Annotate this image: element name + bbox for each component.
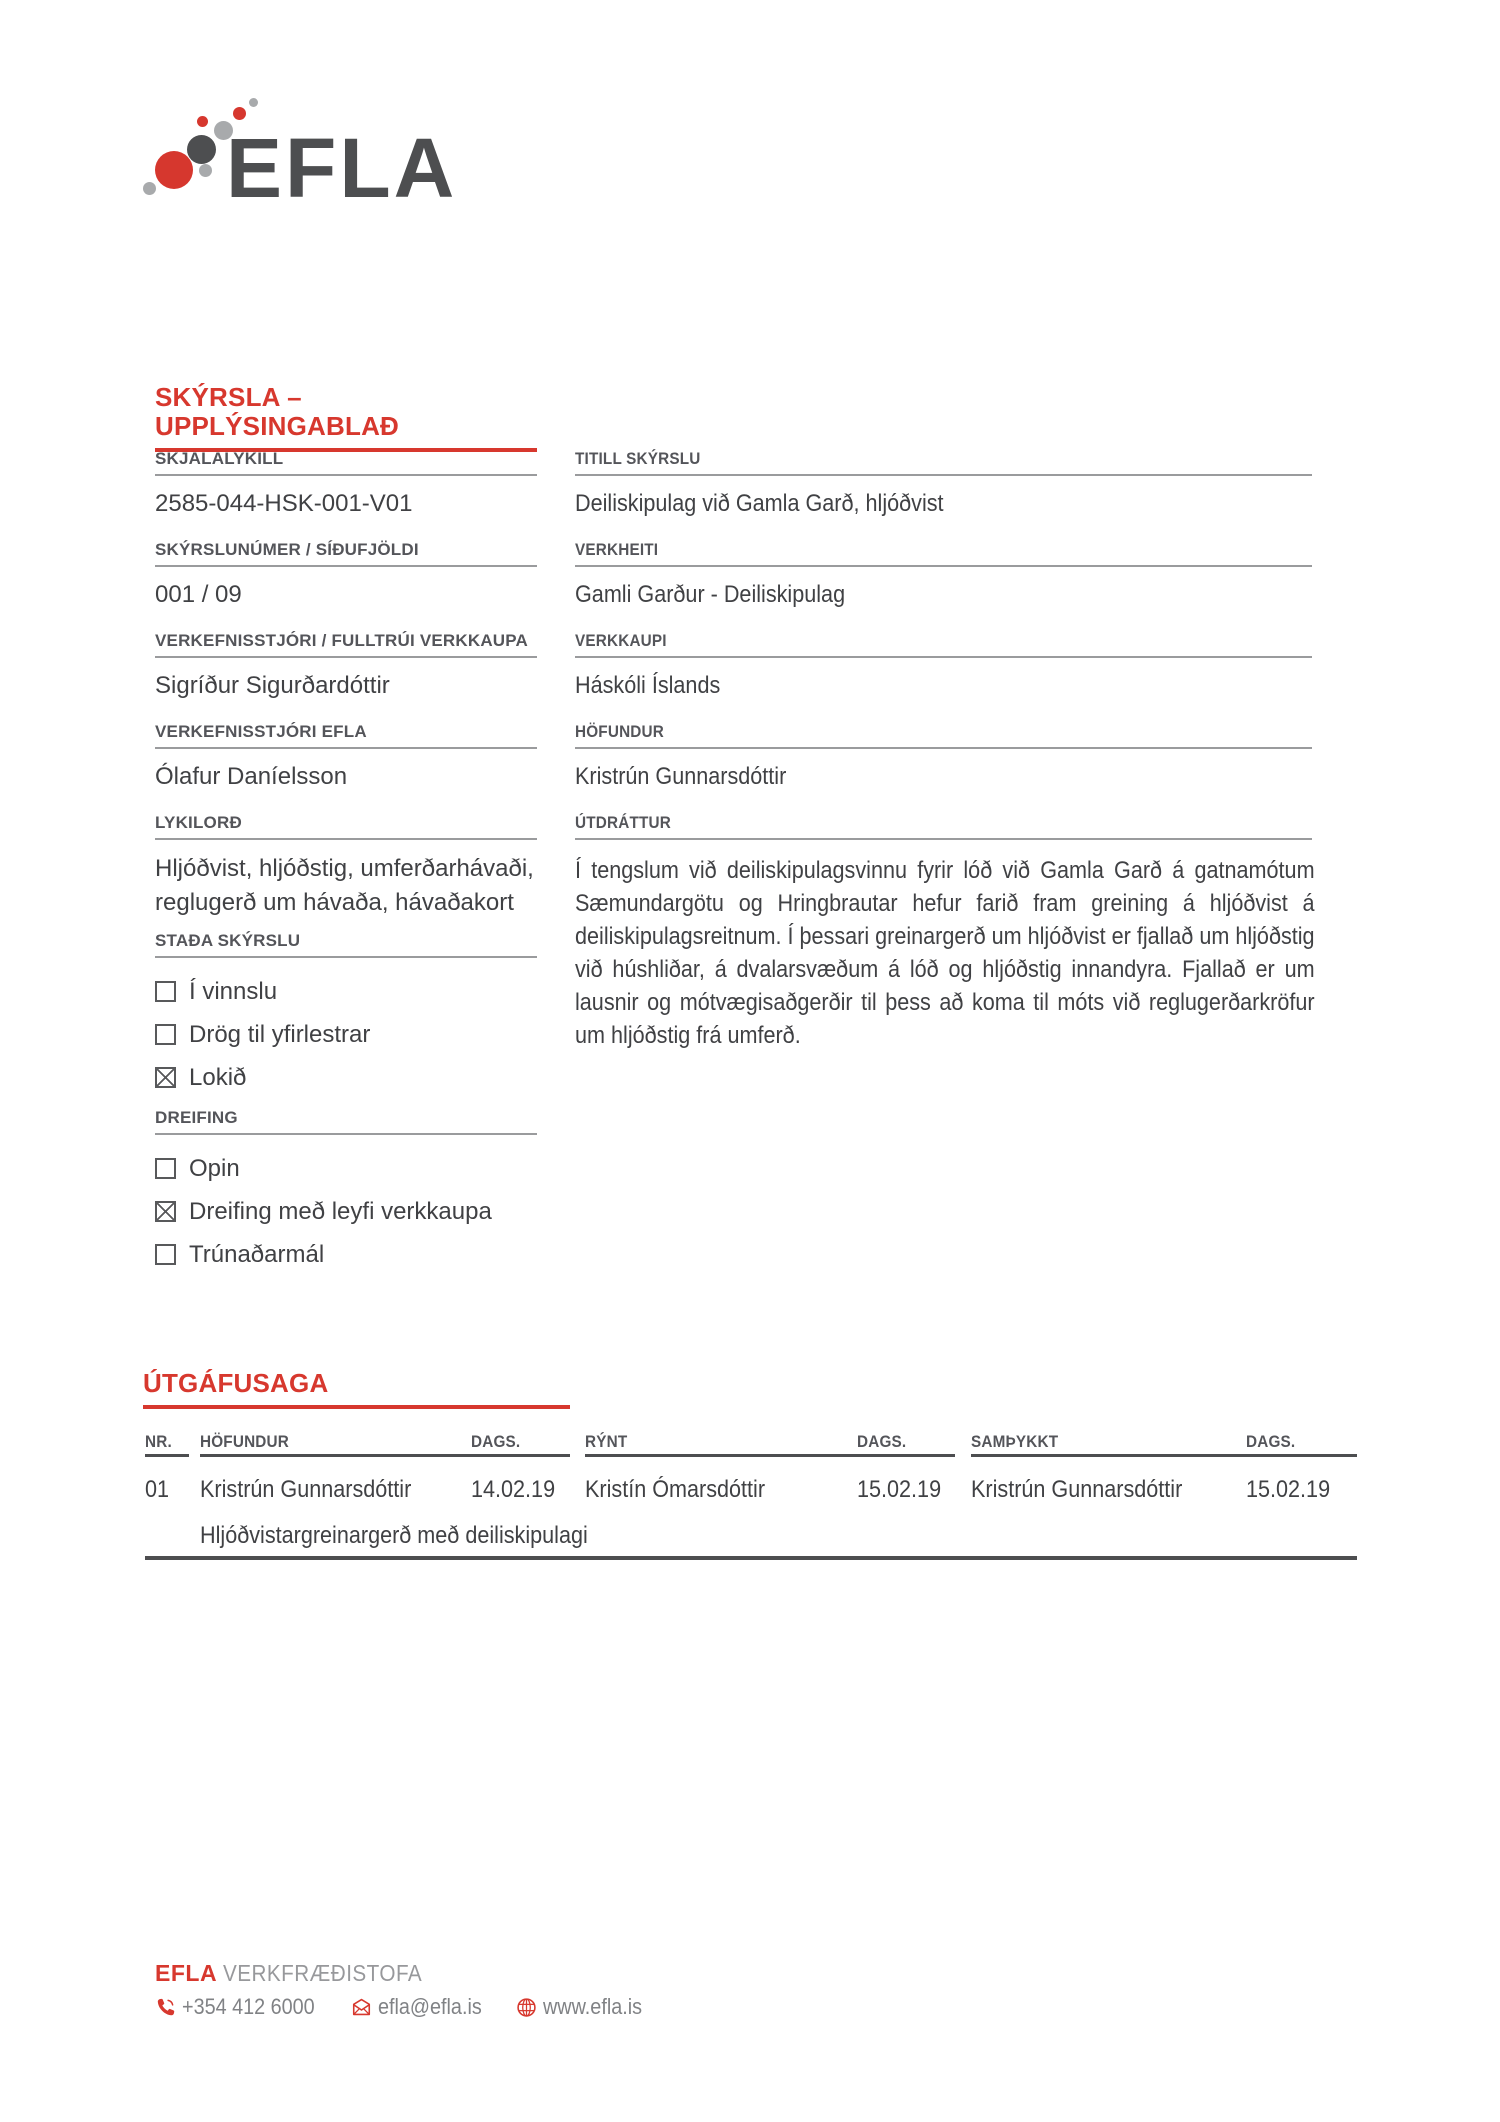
footer-website-url: www.efla.is	[542, 1994, 642, 2019]
footer-company	[155, 1958, 653, 1988]
phone-icon	[155, 1997, 176, 2018]
field-verkkaupi	[575, 630, 1312, 702]
footer-company-name: EFLA	[155, 1960, 218, 1986]
checkbox-icon	[155, 1244, 176, 1265]
field-skjalalykill	[155, 448, 537, 520]
checkbox-icon	[155, 981, 176, 1002]
field-label: VERKEFNISSTJÓRI / FULLTRÚI VERKKAUPA	[155, 630, 537, 658]
table-cell-approved-date: 15.02.19	[1246, 1476, 1331, 1503]
field-value: Deiliskipulag við Gamla Garð, hljóðvist	[575, 490, 944, 517]
status-option	[155, 1056, 537, 1099]
column-header-dags-2: DAGS.	[857, 1432, 907, 1451]
field-label: HÖFUNDUR	[575, 721, 1312, 749]
status-group	[155, 930, 537, 1099]
field-skyrslunumer	[155, 539, 537, 611]
field-lykilord	[155, 812, 537, 920]
field-value: 001 / 09	[155, 581, 242, 608]
distribution-option	[155, 1233, 537, 1276]
table-cell-reviewed-date: 15.02.19	[857, 1476, 942, 1503]
checkbox-icon	[155, 1067, 176, 1088]
checkbox-label: Dreifing með leyfi verkkaupa	[189, 1197, 492, 1225]
sheet-title: SKÝRSLA – UPPLÝSINGABLAÐ	[155, 383, 537, 452]
checkbox-label: Opin	[189, 1154, 240, 1182]
footer-phone-number: +354 412 6000	[182, 1994, 315, 2019]
status-option	[155, 1013, 537, 1056]
column-header-hofundur: HÖFUNDUR	[200, 1432, 289, 1451]
globe-icon	[516, 1997, 537, 2018]
header-underline	[971, 1454, 1357, 1457]
checkbox-icon	[155, 1024, 176, 1045]
envelope-icon	[351, 1997, 372, 2018]
footer-company-suffix: VERKFRÆÐISTOFA	[223, 1960, 423, 1986]
column-header-rynt: RÝNT	[585, 1432, 628, 1451]
checkbox-label: Í vinnslu	[189, 977, 278, 1005]
distribution-group	[155, 1107, 537, 1276]
field-verkefnisstjori-verkkaupa	[155, 630, 537, 702]
field-label: VERKEFNISSTJÓRI EFLA	[155, 721, 537, 749]
field-label: SKÝRSLUNÚMER / SÍÐUFJÖLDI	[155, 539, 537, 567]
field-value: Sigríður Sigurðardóttir	[155, 672, 390, 699]
field-label: DREIFING	[155, 1107, 537, 1135]
field-value: Ólafur Daníelsson	[155, 763, 348, 790]
field-value: Hljóðvist, hljóðstig, umferðarhávaði, reglugerð um hávaða, hávaðakort	[155, 855, 534, 916]
table-cell-reviewed-by: Kristín Ómarsdóttir	[585, 1476, 766, 1503]
efla-logo-wordmark: EFLA	[226, 121, 458, 215]
checkbox-label: Trúnaðarmál	[189, 1240, 325, 1268]
footer-phone	[155, 1994, 329, 2020]
right-column	[575, 448, 1315, 1052]
header-underline	[145, 1454, 189, 1457]
field-label: SKJALALYKILL	[155, 448, 537, 476]
field-value: Gamli Garður - Deiliskipulag	[575, 581, 846, 608]
footer-email-address: efla@efla.is	[378, 1994, 483, 2019]
checkbox-label: Drög til yfirlestrar	[189, 1020, 371, 1048]
distribution-options	[155, 1147, 537, 1276]
field-value: Háskóli Íslands	[575, 672, 721, 699]
column-header-nr: NR.	[145, 1432, 172, 1451]
field-label: LYKILORÐ	[155, 812, 537, 840]
logo-dot	[249, 98, 258, 107]
field-hofundur	[575, 721, 1312, 793]
field-value: Kristrún Gunnarsdóttir	[575, 763, 787, 790]
field-label: TITILL SKÝRSLU	[575, 448, 1312, 476]
field-label: ÚTDRÁTTUR	[575, 812, 1312, 840]
logo-dot	[187, 135, 216, 164]
field-label: VERKKAUPI	[575, 630, 1312, 658]
status-option	[155, 970, 537, 1013]
abstract-text: Í tengslum við deiliskipulagsvinnu fyrir lóð við Gamla Garð á gatnamótum Sæmundargötu og Hringbrautar hefur farið fram greining á hljóðvist á deiliskipulagsreitnum. Í þessari greinargerð um hljóðvist er fjallað um hljóðstig við húshliðar, á dvalarsvæðum á lóð og hljóðstig innandyra. Fjallað er um lausnir og mótvægisaðgerðir til þess að koma til móts við reglugerðarkröfur um hljóðstig frá umferð.	[575, 857, 1315, 1049]
field-utdrattur	[575, 812, 1315, 1052]
field-value: 2585-044-HSK-001-V01	[155, 490, 413, 517]
footer-contacts	[155, 1994, 653, 2020]
table-cell-author: Kristrún Gunnarsdóttir	[200, 1476, 412, 1503]
logo-dot	[143, 182, 156, 195]
logo-dot	[197, 116, 208, 127]
column-header-dags-3: DAGS.	[1246, 1432, 1296, 1451]
checkbox-icon	[155, 1158, 176, 1179]
status-options	[155, 970, 537, 1099]
table-cell-author-date: 14.02.19	[471, 1476, 556, 1503]
version-history-table	[145, 1432, 1357, 1567]
field-verkefnisstjori-efla	[155, 721, 537, 793]
table-cell-nr: 01	[145, 1476, 170, 1503]
left-column	[155, 448, 537, 1284]
checkbox-icon	[155, 1201, 176, 1222]
column-header-dags-1: DAGS.	[471, 1432, 521, 1451]
logo-dot	[199, 164, 212, 177]
field-titill-skyrslu	[575, 448, 1312, 520]
version-history-title: ÚTGÁFUSAGA	[143, 1369, 570, 1409]
table-row-description: Hljóðvistargreinargerð með deiliskipulagi	[200, 1522, 588, 1549]
footer	[155, 1958, 653, 2020]
field-label: VERKHEITI	[575, 539, 1312, 567]
header-underline	[585, 1454, 955, 1457]
logo-dot	[155, 151, 193, 189]
checkbox-label: Lokið	[189, 1063, 247, 1091]
column-header-samthykkt: SAMÞYKKT	[971, 1432, 1059, 1451]
header-underline	[200, 1454, 570, 1457]
field-verkheiti	[575, 539, 1312, 611]
footer-email	[351, 1994, 493, 2020]
logo-dot	[233, 107, 246, 120]
distribution-option	[155, 1147, 537, 1190]
distribution-option	[155, 1190, 537, 1233]
footer-website	[516, 1994, 653, 2020]
table-bottom-rule	[145, 1556, 1357, 1560]
field-label: STAÐA SKÝRSLU	[155, 930, 537, 958]
table-cell-approved-by: Kristrún Gunnarsdóttir	[971, 1476, 1183, 1503]
